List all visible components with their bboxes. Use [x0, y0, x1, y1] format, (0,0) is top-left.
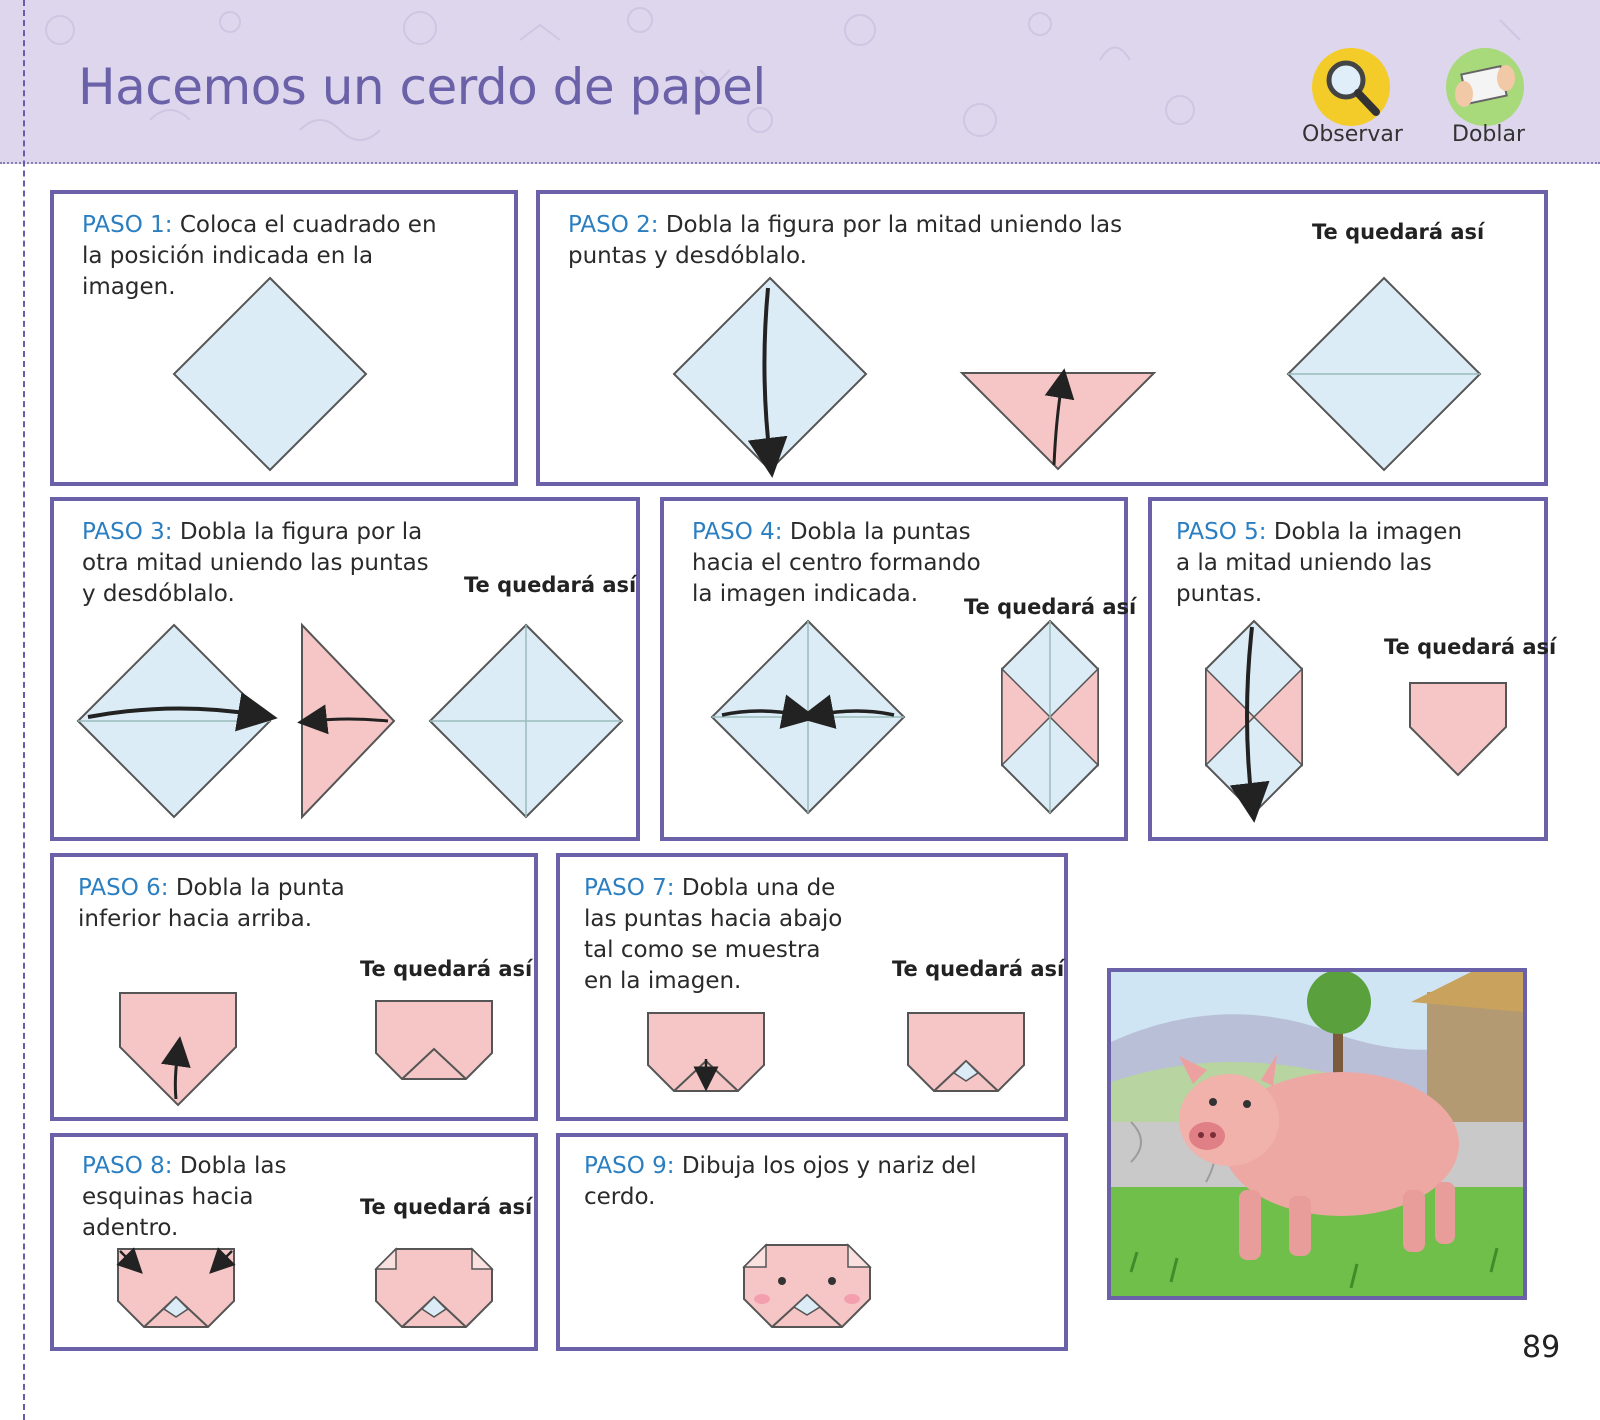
step-5-label: PASO 5:	[1176, 519, 1267, 545]
step-6-box	[50, 853, 538, 1121]
step-8-instruction	[82, 1151, 352, 1244]
step-4-instruction	[692, 517, 982, 610]
step-7-label: PASO 7:	[584, 875, 675, 901]
step-8-label: PASO 8:	[82, 1153, 173, 1179]
step-8-result-diagram	[372, 1241, 496, 1337]
step-1-square-diagram	[170, 274, 370, 474]
step-3-folded-triangle	[298, 621, 408, 821]
step-4-result-diagram	[998, 617, 1102, 817]
step-9-box	[556, 1133, 1068, 1351]
step-3-result-diagram	[426, 621, 626, 821]
step-7-instruction	[584, 873, 844, 997]
step-6-instruction	[78, 873, 368, 935]
step-2-instruction	[568, 210, 1188, 272]
step-2-text: Dobla la figura por la mitad uniendo las puntas y desdóblalo.	[568, 212, 1123, 269]
step-7-result-diagram	[904, 1009, 1028, 1101]
step-9-instruction	[584, 1151, 1054, 1213]
margin-dashed-line	[23, 0, 25, 1420]
step-4-box	[660, 497, 1137, 841]
step-6-fold-diagram	[116, 989, 240, 1113]
step-3-result-label: Te quedará así	[464, 573, 637, 597]
step-5-text: Dobla la imagen a la mitad uniendo las puntas.	[1176, 519, 1463, 607]
step-9-label: PASO 9:	[584, 1153, 675, 1179]
step-9-pig-face-diagram	[740, 1237, 874, 1337]
step-7-box	[556, 853, 1068, 1121]
step-5-box	[1148, 497, 1557, 841]
step-3-fold-diagram	[74, 621, 274, 821]
step-8-fold-diagram	[114, 1245, 238, 1337]
step-1-label: PASO 1:	[82, 212, 173, 238]
step-1-box	[50, 190, 518, 486]
pig-illustration	[1107, 968, 1527, 1300]
page-number: 89	[1522, 1330, 1561, 1365]
step-2-box	[536, 190, 1548, 486]
step-2-folded-triangle	[958, 369, 1158, 479]
step-3-label: PASO 3:	[82, 519, 173, 545]
step-5-result-label: Te quedará así	[1384, 635, 1557, 659]
step-5-result-diagram	[1406, 679, 1510, 783]
step-3-text: Dobla la figura por la otra mitad uniendo las puntas y desdóblalo.	[82, 519, 429, 607]
step-2-fold-diagram	[670, 274, 870, 474]
page-header	[0, 0, 1600, 164]
step-7-fold-diagram	[644, 1009, 768, 1101]
pig-eye-left	[778, 1277, 786, 1285]
step-2-label: PASO 2:	[568, 212, 659, 238]
step-2-result-diagram	[1284, 274, 1484, 474]
page-title: Hacemos un cerdo de papel	[78, 58, 766, 116]
step-5-instruction	[1176, 517, 1476, 610]
step-6-result-diagram	[372, 997, 496, 1089]
step-3-instruction	[82, 517, 432, 610]
step-9-text: Dibuja los ojos y nariz del cerdo.	[584, 1153, 977, 1210]
step-7-text: Dobla una de las puntas hacia abajo tal como se muestra en la imagen.	[584, 875, 843, 994]
step-8-text: Dobla las esquinas hacia adentro.	[82, 1153, 287, 1241]
step-4-result-label: Te quedará así	[964, 595, 1137, 619]
step-7-result-label: Te quedará así	[892, 957, 1065, 981]
step-3-box	[50, 497, 640, 841]
step-2-result-label: Te quedará así	[1312, 220, 1485, 244]
pig-eye-right	[828, 1277, 836, 1285]
step-5-fold-diagram	[1202, 617, 1306, 817]
step-6-result-label: Te quedará así	[360, 957, 533, 981]
step-1-text: Coloca el cuadrado en la posición indicada en la imagen.	[82, 212, 437, 300]
step-4-text: Dobla la puntas hacia el centro formando la imagen indicada.	[692, 519, 981, 607]
folding-hands-icon	[1446, 48, 1524, 126]
magnifier-icon	[1312, 48, 1390, 126]
step-4-fold-diagram	[708, 617, 908, 817]
step-6-text: Dobla la punta inferior hacia arriba.	[78, 875, 345, 932]
step-8-result-label: Te quedará así	[360, 1195, 533, 1219]
doblar-label: Doblar	[1452, 122, 1526, 147]
step-4-label: PASO 4:	[692, 519, 783, 545]
step-6-label: PASO 6:	[78, 875, 169, 901]
step-8-box	[50, 1133, 538, 1351]
observar-label: Observar	[1302, 122, 1403, 147]
